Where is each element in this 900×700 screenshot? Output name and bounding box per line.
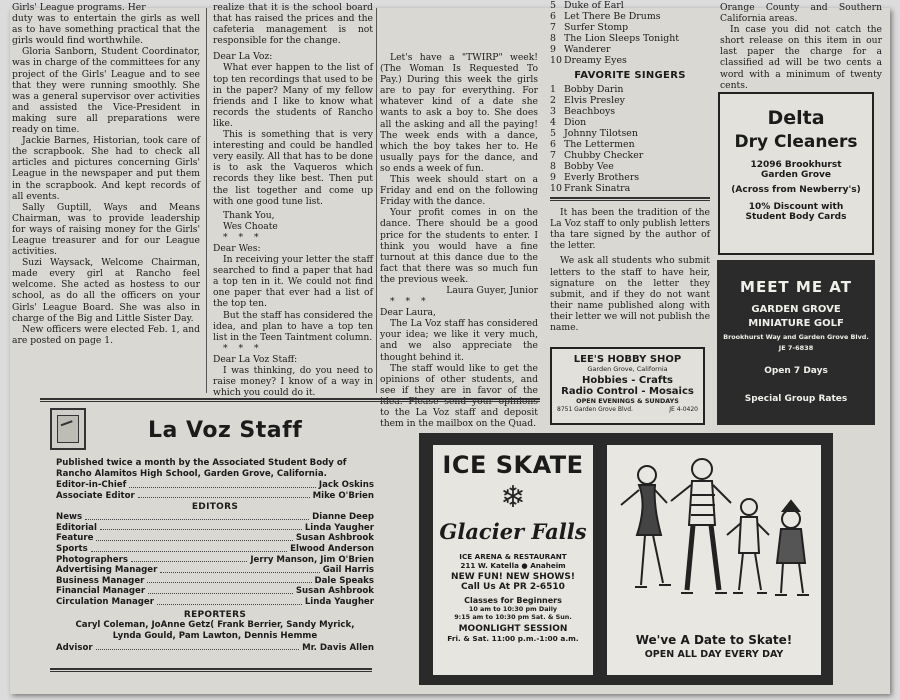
staff-row	[56, 544, 374, 555]
singer-item	[550, 150, 710, 161]
staff-name: Susan Ashbrook	[295, 586, 374, 597]
ice-skate-ad	[419, 433, 833, 685]
letter-closing: Thank You,	[223, 209, 275, 221]
ad-subtitle: ICE ARENA & RESTAURANT	[459, 552, 567, 561]
favorite-singers-list	[550, 84, 710, 194]
advisor-row	[56, 643, 374, 654]
list-number: 7	[550, 22, 556, 33]
favorite-singers-heading: FAVORITE SINGERS	[574, 70, 686, 81]
singer-item	[550, 84, 710, 95]
staff-name: Dale Speaks	[314, 575, 374, 586]
record-item	[550, 44, 710, 55]
letter-salutation: Dear Laura,	[380, 307, 436, 319]
staff-role: Advisor	[56, 642, 93, 653]
ad-footer	[552, 405, 703, 413]
ad-times: 9:15 am to 10:30 pm Sat. & Sun.	[454, 613, 572, 621]
letter-salutation: Dear Wes:	[213, 242, 261, 254]
record-item	[550, 0, 710, 11]
staff-name: Jack Oskins	[318, 480, 374, 490]
ad-title: ICE SKATE	[442, 451, 584, 479]
ad-line: Radio Control - Mosaics	[561, 386, 694, 397]
staff-name: Dianne Deep	[312, 512, 374, 523]
list-number: 6	[550, 139, 556, 151]
list-text: Dion	[564, 117, 587, 129]
staff-name: Elwood Anderson	[290, 543, 374, 554]
staff-row	[56, 565, 374, 576]
list-number: 3	[550, 106, 556, 118]
ad-address: 8751 Garden Grove Blvd.	[557, 406, 633, 413]
list-text: The Lion Sleeps Tonight	[564, 33, 680, 44]
ad-line: MOONLIGHT SESSION	[458, 624, 568, 634]
ad-phone: JE 4-0420	[669, 406, 698, 413]
staff-role: Circulation Manager	[56, 596, 155, 607]
staff-list	[56, 480, 374, 653]
separator-stars: * * *	[223, 231, 263, 243]
staff-name: Linda Yaugher	[304, 596, 374, 607]
record-item	[550, 55, 710, 66]
paragraph: Suzi Waysack, Welcome Chairman, made every girl at Rancho feel welcome. She acted as hostess to our school, as do all the officers on your Girls' League Board. She was also in charge of the Big and Little Sister Day.	[12, 257, 200, 324]
paragraph: In case you did not catch the short release on this item in our last paper the charge for a classified ad will be two cents a word with a minimum of twenty cents.	[720, 24, 882, 91]
singer-item	[550, 95, 710, 106]
record-item	[550, 22, 710, 33]
list-text: Elvis Presley	[564, 95, 625, 107]
paragraph: Let's have a "TWIRP" week! (The Woman Is Requested To Pay.) During this week the girls are to pay for everything. For whatever kind of a date she wants to ask a boy to. She does all the asking and all the paying! The week ends with a dance, which the boy takes her to. He usually pays for the dance, and so ends a week of fun.	[380, 52, 538, 174]
girls-league-column	[12, 2, 200, 346]
list-text: Bobby Vee	[564, 161, 614, 173]
record-item	[550, 11, 710, 22]
list-text: Chubby Checker	[564, 150, 644, 162]
bottom-rule	[50, 668, 372, 672]
top-records-list	[550, 0, 710, 66]
column-divider	[376, 8, 377, 393]
ad-phone: JE 7-6838	[778, 344, 814, 352]
ad-phone: Call Us At PR 2-6510	[461, 582, 565, 592]
list-text: Duke of Earl	[564, 0, 624, 11]
ad-title: MINIATURE GOLF	[748, 318, 844, 329]
list-number: 8	[550, 33, 556, 44]
ice-skate-right-panel	[607, 445, 821, 675]
list-text: Dreamy Eyes	[564, 55, 627, 66]
paragraph: In receiving your letter the staff searched to find a paper that had a top ten in it. We could not find one paper that ever had a list of the top ten.	[213, 254, 373, 310]
policy-paragraph: It has been the tradition of the La Voz staff to only publish letters tha tare signed by the author of the letter.	[550, 207, 710, 252]
ad-address: (Across from Newberry's)	[731, 185, 861, 195]
newspaper-page	[10, 0, 890, 694]
ad-city: Garden Grove, California	[587, 365, 668, 373]
staff-role: News	[56, 512, 83, 523]
staff-name: Susan Ashbrook	[295, 533, 374, 544]
list-text: The Lettermen	[564, 139, 635, 151]
list-text: Wanderer	[564, 44, 611, 55]
ad-title: Delta	[767, 107, 825, 129]
ad-line: Hobbies - Crafts	[582, 375, 673, 386]
ad-line: NEW FUN! NEW SHOWS!	[451, 572, 575, 582]
paragraph: I was thinking, do you need to raise money? I know of a way in which you could do it.	[213, 365, 373, 399]
list-number: 9	[550, 44, 556, 55]
letter-signature: Wes Choate	[223, 220, 278, 232]
ad-address: 12096 Brookhurst	[750, 160, 842, 170]
list-number: 4	[550, 117, 556, 129]
section-rule	[40, 398, 540, 402]
staff-row	[56, 597, 374, 608]
reporters-line: Caryl Coleman, JoAnne Getz( Frank Berrier, Sandy Myrick,	[75, 619, 355, 630]
paragraph: realize that it is the school board that has raised the prices and the cafeteria management is not responsible for the change.	[213, 2, 373, 47]
skaters-illustration	[607, 445, 821, 623]
ice-skate-left-panel	[433, 445, 593, 675]
separator-stars: * * *	[223, 342, 263, 354]
list-number: 10	[550, 55, 562, 66]
list-number: 1	[550, 84, 556, 96]
staff-row	[56, 491, 374, 502]
staff-row	[56, 586, 374, 597]
ad-address: Garden Grove	[761, 170, 831, 180]
twirp-letter-column	[380, 52, 538, 429]
list-number: 10	[550, 183, 562, 195]
paragraph: Your profit comes in on the dance. There should be a good price for the students to enter. I think you would have a fine turnout at this dance due to the fact that there was so much fun the previous week.	[380, 207, 538, 285]
list-number: 5	[550, 128, 556, 140]
snowflake-icon: ❄	[500, 480, 526, 515]
paragraph: The staff would like to get the opinions of other students, and see if they are in favor of the idea. Please send your opinions to the La Voz staff and deposit them in the mailbox on the Quad.	[380, 362, 538, 430]
staff-row	[56, 555, 374, 566]
list-number: 6	[550, 11, 556, 22]
editors-heading: EDITORS	[191, 502, 239, 513]
lees-hobby-shop-ad	[550, 347, 705, 425]
ad-hours: OPEN ALL DAY EVERY DAY	[644, 649, 784, 660]
singer-item	[550, 117, 710, 128]
singer-item	[550, 161, 710, 172]
ad-rates: Special Group Rates	[744, 394, 848, 404]
ad-address: 211 W. Katella ● Anaheim	[460, 561, 566, 570]
staff-row	[56, 480, 374, 491]
ad-offer: Student Body Cards	[745, 212, 847, 222]
list-number: 5	[550, 0, 556, 11]
staff-row	[56, 576, 374, 587]
ad-times: 10 am to 10:30 pm Daily	[468, 605, 558, 613]
separator-stars: * * *	[390, 296, 430, 308]
staff-name: Gail Harris	[322, 565, 374, 576]
ad-title: GARDEN GROVE	[751, 304, 841, 315]
staff-role: Sports	[56, 543, 88, 554]
list-text: Bobby Darin	[564, 84, 624, 96]
list-number: 7	[550, 150, 556, 162]
paragraph: The La Voz staff has considered your idea; we like it very much, and we also appreciate the thought behind it.	[380, 318, 538, 363]
reporters-line: Lynda Gould, Pam Lawton, Dennis Hemme	[112, 631, 318, 642]
letter-signature: Laura Guyer, Junior	[446, 284, 538, 296]
ad-address: Brookhurst Way and Garden Grove Blvd.	[723, 333, 869, 341]
staff-row	[56, 533, 374, 544]
singer-item	[550, 128, 710, 139]
delta-dry-cleaners-ad	[718, 92, 874, 255]
list-text: Let There Be Drums	[564, 11, 661, 22]
policy-paragraph: We ask all students who submit letters to the staff to have heir, signature on the letter they submit, and if they do not want their name published along with their letter we will not publish the name.	[550, 255, 710, 334]
letter-salutation: Dear La Voz Staff:	[213, 353, 298, 365]
staff-role: Advertising Manager	[56, 565, 158, 576]
ad-slogan: We've A Date to Skate!	[635, 633, 793, 647]
double-rule	[550, 197, 710, 201]
staff-publication-note: Published twice a month by the Associated Student Body of Rancho Alamitos High School, Garden Grove, California.	[56, 458, 347, 479]
ad-line: Classes for Beginners	[464, 596, 562, 605]
ad-title: MEET ME AT	[740, 278, 852, 296]
ad-times: Fri. & Sat. 11:00 p.m.-1:00 a.m.	[447, 634, 579, 643]
paragraph: But the staff has considered the idea, and plan to have a top ten list in the Teen Taintment column.	[213, 309, 373, 343]
paragraph: This is something that is very interesting and could be handled very easily. All that has to be done is to ask the Vaqueros which records they like best. Then put the list together and come up with one good tune list.	[213, 129, 373, 207]
staff-role: Financial Manager	[56, 586, 146, 597]
paragraph: What ever happen to the list of top ten recordings that used to be in the paper? Many of my fellow friends and I like to know what records the students of Rancho like.	[213, 62, 373, 129]
singer-item	[550, 172, 710, 183]
staff-name: Mr. Davis Allen	[302, 642, 374, 653]
staff-row	[56, 512, 374, 523]
singer-item	[550, 183, 710, 194]
classified-column	[720, 2, 882, 91]
staff-title: La Voz Staff	[148, 418, 303, 443]
paragraph: Jackie Barnes, Historian, took care of the scrapbook. She had to check all articles and pictures concerning Girls' League in the newspaper and put them in the scrapbook. And kept records of all events.	[12, 135, 200, 202]
staff-role: Feature	[56, 533, 94, 544]
list-text: Everly Brothers	[564, 172, 640, 184]
ad-hours: Open 7 Days	[764, 366, 828, 376]
miniature-golf-ad	[717, 260, 875, 425]
masthead-logo	[50, 408, 86, 450]
paragraph: Gloria Sanborn, Student Coordinator, was in charge of the committees for any project of the Girls' League and to see that they were running smoothly. She was a general supervisor over activities and assisted the Vice-President in making sure all preparations were ready on time.	[12, 46, 200, 136]
list-number: 2	[550, 95, 556, 107]
staff-row	[56, 523, 374, 534]
column-top-fragment: Girls' League programs. Her	[12, 2, 146, 13]
staff-name: Linda Yaugher	[304, 522, 374, 533]
staff-role: Editor-in-Chief	[56, 480, 127, 490]
reporters-heading: REPORTERS	[183, 609, 247, 620]
staff-role: Business Manager	[56, 575, 145, 586]
staff-role: Photographers	[56, 554, 128, 565]
paragraph: duty was to entertain the girls as well as to have something practical that the girls would find worthwhile.	[12, 13, 200, 47]
ad-hours: OPEN EVENINGS & SUNDAYS	[576, 397, 679, 405]
singer-item	[550, 139, 710, 150]
ad-script-title: Glacier Falls	[439, 519, 587, 544]
list-text: Frank Sinatra	[564, 183, 631, 195]
ad-offer: 10% Discount with	[748, 202, 844, 212]
list-text: Beachboys	[564, 106, 616, 118]
staff-role: Editorial	[56, 522, 97, 533]
top-ten-column	[550, 0, 710, 333]
staff-role: Associate Editor	[56, 490, 135, 501]
column-divider	[206, 8, 207, 393]
reporters-list	[56, 620, 374, 643]
list-number: 9	[550, 172, 556, 184]
letter-salutation: Dear La Voz:	[213, 51, 273, 63]
paragraph: Orange County and Southern California areas.	[720, 2, 882, 25]
record-item	[550, 33, 710, 44]
letters-column	[213, 2, 373, 398]
paragraph: Sally Guptill, Ways and Means Chairman, was to provide leadership for ways of raising money for the Girls' League treasurer and for our League activities.	[12, 201, 200, 258]
staff-name: Mike O'Brien	[312, 490, 374, 501]
ad-title: LEE'S HOBBY SHOP	[573, 354, 682, 365]
paragraph: This week should start on a Friday and end on the following Friday with the dance.	[380, 174, 538, 208]
paragraph: New officers were elected Feb. 1, and are posted on page 1.	[12, 323, 200, 346]
ad-title: Dry Cleaners	[734, 132, 858, 152]
list-text: Johnny Tilotsen	[564, 128, 638, 140]
list-text: Surfer Stomp	[564, 22, 629, 33]
singer-item	[550, 106, 710, 117]
staff-name: Jerry Manson, Jim O'Brien	[250, 554, 374, 565]
list-number: 8	[550, 161, 556, 173]
